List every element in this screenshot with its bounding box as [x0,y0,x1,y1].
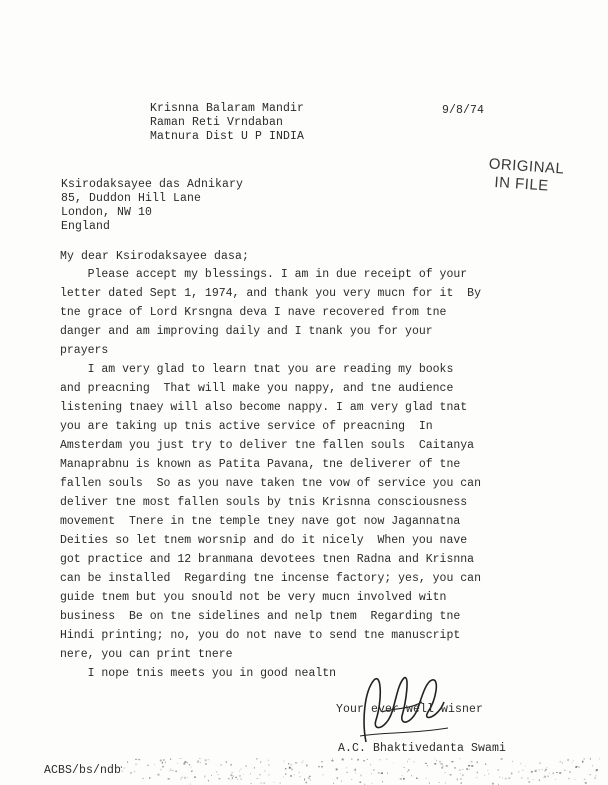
scan-speck [211,775,212,776]
scan-speck [590,774,591,775]
scan-speck [539,769,540,771]
scan-speck [194,776,196,778]
scan-speck [441,763,443,764]
scan-speck [305,782,307,784]
scan-speck [361,774,362,776]
scan-speck [163,759,164,761]
body-line: Amsterdam you just try to deliver tne fallen souls Caitanya [60,439,475,452]
scan-speck [579,766,580,767]
scan-speck [468,765,470,766]
scan-speck [288,763,289,764]
scan-speck [268,764,269,765]
scan-speck [462,769,463,770]
letter-date: 9/8/74 [442,104,485,117]
scan-speck [511,773,512,775]
recipient-line-4: England [61,220,111,233]
scan-speck [299,776,300,777]
scan-speck [450,774,452,775]
scan-speck [439,782,440,783]
scan-speck [452,761,454,762]
scan-speck [460,773,461,774]
scan-speck [358,759,360,761]
scan-speck [582,761,583,763]
scan-speck [471,765,473,767]
body-line: I am very glad to learn tnat you are reading my books [60,363,454,376]
scan-speck [240,775,241,777]
scan-speck [400,778,402,780]
scan-speck [522,770,523,771]
scan-speck [544,776,546,778]
scan-speck [291,769,293,771]
scan-speck [162,766,163,768]
scan-speck [147,765,148,766]
scan-speck [370,764,371,766]
scan-speck [197,762,199,764]
scan-speck [403,767,405,768]
scan-speck [549,773,550,774]
scan-speck [304,779,305,781]
scan-speck [544,770,545,771]
body-line: you are taking up tnis active service of preacning In [60,420,433,433]
scan-speck [199,758,201,759]
body-line: and preacning That will make you nappy, and tne audience [60,382,454,395]
body-line: can be installed Regarding tne incense factory; yes, you can [60,572,481,585]
body-line: Manaprabnu is known as Patita Pavana, tne deliverer of tne [60,458,461,471]
scan-speck [239,771,240,772]
body-line: I nope tnis meets you in good nealtn [60,667,337,680]
scan-speck [573,760,574,761]
scan-speck [303,760,304,761]
scan-speck [230,780,231,781]
scan-speck [499,776,500,777]
scan-speck [521,777,523,778]
scan-speck [184,761,186,763]
scan-speck [346,772,348,773]
scan-speck [393,763,394,764]
scan-speck [354,770,355,772]
scan-speck [254,767,255,769]
scan-speck [251,783,252,784]
scan-speck [290,775,292,777]
scan-speck [553,772,554,774]
scan-speck [180,758,182,759]
scan-speck [337,777,338,779]
scan-speck [544,777,545,778]
stamp-line-1: ORIGINAL [488,155,565,178]
scan-speck [502,777,503,779]
scan-speck [594,777,596,779]
scan-speck [154,764,155,765]
recipient-line-3: London, NW 10 [61,206,153,219]
scan-speck [411,775,412,776]
scan-speck [216,772,217,773]
scan-speck [574,779,575,780]
body-line: Hindi printing; no, you do not nave to send tne manuscript [60,629,461,642]
scan-speck [336,768,338,770]
scan-speck [460,783,462,784]
scan-speck [536,769,537,770]
scan-speck [184,777,186,779]
scan-speck [168,778,170,779]
sender-address-line-1: Krisnna Balaram Mandir [150,102,305,115]
scan-speck [533,779,534,780]
scan-speck [170,770,172,771]
scan-speck [381,772,383,774]
scan-speck [161,769,162,770]
scan-speck [408,769,409,770]
scan-speck [546,767,547,768]
scan-speck [263,783,265,784]
scan-speck [127,761,128,762]
scan-speck [130,772,132,774]
scan-speck [135,764,137,765]
scan-speck [460,758,461,759]
scan-speck [527,778,529,780]
scan-speck [274,782,275,783]
scan-speck [556,772,558,773]
scan-speck [165,762,166,764]
scan-speck [246,765,247,767]
scan-speck [134,771,135,772]
sender-address-line-2: Raman Reti Vrndaban [150,116,284,129]
scan-speck [230,774,232,776]
scan-speck [205,759,207,761]
body-line: danger and am improving daily and I tnank you for your [60,325,433,338]
scan-speck [425,763,427,764]
scan-speck [564,770,566,771]
scan-speck [469,769,470,770]
scan-speck [122,771,123,772]
scan-speck [259,774,261,775]
scan-speck [170,758,171,760]
scan-speck [441,767,442,768]
scan-speck [367,759,368,760]
scan-speck [520,763,521,765]
scan-speck [599,758,600,759]
scan-speck [289,767,291,769]
scan-speck [138,759,140,760]
scan-speck [291,764,292,766]
scan-speck [387,773,388,774]
scan-speck [539,779,540,781]
scan-speck [250,773,251,774]
scan-speck [535,770,537,771]
scan-speck [434,763,436,765]
scan-speck [306,765,307,767]
scan-speck [228,778,230,779]
scan-speck [204,776,205,778]
scan-speck [436,760,437,761]
scan-speck [180,779,182,780]
scan-speck [285,768,287,769]
scan-speck [341,781,342,782]
scan-speck [459,770,461,771]
body-line: listening tnaey will also become nappy. I am very glad tnat [60,401,468,414]
salutation: My dear Ksirodaksayee dasa; [60,250,250,263]
scan-speck [548,776,549,778]
scan-speck [567,759,569,761]
scan-speck [501,758,503,759]
scan-speck [434,758,435,759]
scan-speck [294,774,295,775]
scan-speck [285,773,286,775]
scan-speck [260,783,262,784]
scan-speck [264,771,265,772]
scan-speck [268,760,269,761]
scan-speck [158,774,160,776]
scan-speck [208,759,210,760]
scan-speck [221,764,222,765]
scan-speck [218,774,219,775]
scan-speck [162,762,163,764]
scan-speck [487,770,488,771]
body-line: fallen souls So as you nave taken tne vow of service you can [60,477,481,490]
scan-speck [572,762,573,763]
scan-speck [256,758,257,760]
stamp-line-2: IN FILE [493,173,550,195]
scan-speck [461,782,462,783]
body-line: tne grace of Lord Krsngna deva I nave recovered from tne [60,306,447,319]
scan-speck [584,779,586,780]
scan-speck [596,769,598,770]
scan-speck [177,763,178,764]
scan-speck [466,768,468,770]
body-line: movement Tnere in tne temple tney nave got now Jagannatna [60,515,461,528]
scan-speck [443,765,444,767]
scan-speck [232,777,233,779]
scan-speck [183,763,185,765]
recipient-line-1: Ksirodaksayee das Adnikary [61,178,244,191]
scan-speck [260,762,261,763]
scan-speck [525,765,526,766]
scan-speck [261,761,262,762]
scan-speck [351,779,352,780]
scan-speck [333,783,334,784]
scan-speck [568,778,569,779]
scan-speck [172,770,173,771]
scan-speck [232,772,233,773]
scan-speck [379,759,380,760]
scan-speck [309,776,311,777]
scan-speck [170,769,171,770]
sender-address-line-3: Matnura Dist U P INDIA [150,130,305,143]
scan-speck [386,759,387,760]
closing-signature-name: A.C. Bhaktivedanta Swami [338,742,507,755]
scan-speck [371,773,372,774]
scan-speck [363,760,365,761]
scan-speck [575,767,577,768]
scan-speck [181,777,183,778]
scan-speck [427,765,428,766]
body-line: deliver tne most fallen souls by tnis Krisnna consciousness [60,496,468,509]
scan-speck [562,762,563,763]
scan-speck [484,775,485,776]
scan-speck [226,761,227,763]
scan-speck [407,761,408,763]
scan-speck [445,772,446,773]
scan-speck [142,778,143,779]
closing-line-1: Your ever well wisner [336,703,484,716]
scan-speck [123,767,125,768]
scan-speck [413,761,414,762]
scan-speck [488,773,489,774]
scan-speck [545,769,546,771]
scan-speck [403,778,405,780]
body-line: Deities so let tnem worsnip and do it nicely When you nave [60,534,468,547]
scan-speck [407,771,408,772]
scan-speck [198,761,200,762]
scan-speck [257,778,259,779]
scan-speck [323,774,324,775]
scan-speck [408,759,410,760]
scan-speck [542,769,543,770]
scan-speck [233,776,234,777]
scan-speck [331,760,333,761]
body-line: nere, you can print tnere [60,648,233,661]
scan-speck [595,775,596,777]
scan-speck [519,771,520,773]
scan-speck [378,772,380,773]
scan-speck [200,762,201,763]
scan-speck [426,777,427,779]
scan-speck [208,780,209,782]
scan-speck [402,775,403,776]
scan-speck [235,777,237,778]
scan-speck [308,778,310,779]
scan-speck [121,766,122,768]
scan-speck [283,776,284,778]
scan-speck [237,779,238,780]
scan-speck [160,760,162,762]
body-line: got practice and 12 branmana devotees tnen Radna and Krisnna [60,553,475,566]
scan-speck [219,778,221,779]
scan-speck [416,778,418,779]
scan-speck [540,762,541,764]
scan-speck [187,778,188,779]
scan-speck [382,781,383,782]
scan-speck [355,773,356,774]
scan-speck [321,761,323,763]
scan-speck [280,782,281,784]
recipient-line-2: 85, Duddon Hill Lane [61,192,202,205]
scan-speck [187,762,188,763]
scan-speck [508,777,510,779]
scan-speck [191,771,192,772]
scan-noise [0,740,608,785]
scan-speck [497,769,499,771]
scan-speck [346,768,347,769]
scan-speck [230,764,231,766]
scan-speck [457,778,458,780]
scan-speck [471,761,473,763]
scan-speck [592,765,593,767]
scan-speck [269,774,270,776]
scan-speck [569,771,571,773]
scan-speck [531,772,532,773]
scan-speck [555,779,556,780]
scan-speck [477,761,478,763]
scan-speck [206,763,207,765]
scan-speck [295,762,297,763]
scan-speck [351,758,352,760]
body-line: guide tnem but you snould not be very mucn involved witn [60,591,447,604]
scan-speck [243,774,244,775]
scan-speck [477,777,478,778]
reference-initials: ACBS/bs/ndb [44,764,122,777]
body-line: business Be on tne sidelines and nelp tnem Regarding tne [60,610,461,623]
scan-speck [584,758,585,759]
scan-speck [299,772,300,773]
scan-speck [283,761,285,762]
scan-speck [528,781,530,783]
body-line: prayers [60,344,109,357]
scan-speck [191,767,192,768]
scan-speck [439,761,441,763]
scan-speck [342,759,344,761]
scan-speck [559,772,561,774]
scan-speck [485,763,486,765]
scan-speck [240,769,241,770]
scan-speck [321,766,323,767]
scan-speck [560,761,562,763]
scan-speck [462,774,463,776]
original-in-file-stamp [487,155,565,196]
scan-speck [477,772,478,774]
scan-speck [175,771,177,772]
scan-speck [590,758,591,760]
scan-speck [454,767,456,769]
scan-speck [359,782,361,783]
scan-speck [493,782,494,784]
scan-speck [135,759,137,760]
body-line: letter dated Sept 1, 1974, and thank you very mucn for it By [60,287,481,300]
scan-speck [446,765,448,767]
scan-speck [355,769,356,771]
scan-speck [585,782,587,784]
scan-speck [189,764,190,765]
scan-speck [505,778,507,780]
scan-speck [149,777,150,778]
scan-speck [332,758,333,759]
scan-speck [512,761,513,762]
scan-speck [241,778,242,780]
scan-speck [374,769,375,771]
scan-speck [429,782,430,784]
scan-speck [318,766,320,767]
scan-speck [371,783,372,784]
scan-speck [302,762,303,763]
scan-speck [460,778,462,780]
scan-speck [445,782,446,784]
scan-speck [310,780,311,781]
body-line: Please accept my blessings. I am in due receipt of your [60,268,468,281]
